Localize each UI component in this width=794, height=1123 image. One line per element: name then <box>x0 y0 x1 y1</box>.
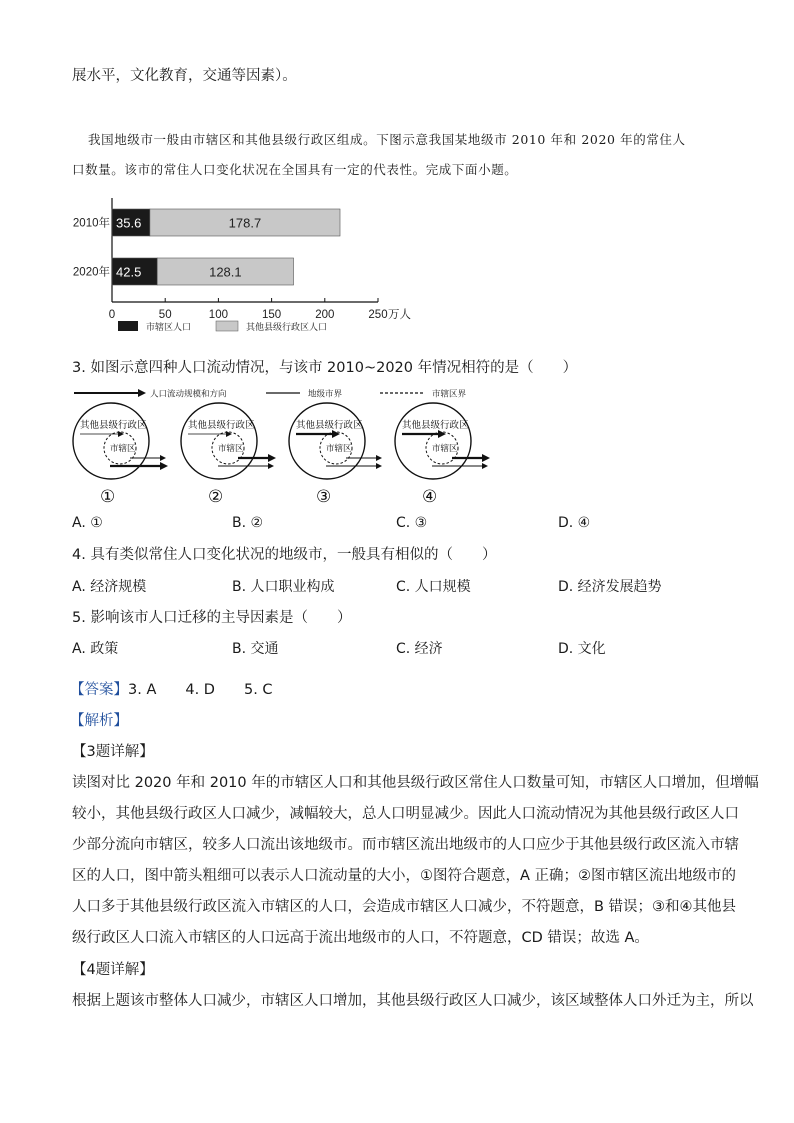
material-line-2: 口数量。该市的常住人口变化状况在全国具有一定的代表性。完成下面小题。 <box>72 162 518 177</box>
q5-option-a[interactable]: A. 政策 <box>72 641 119 657</box>
q4-stem: 4. 具有类似常住人口变化状况的地级市，一般具有相似的（ ） <box>72 547 497 563</box>
diagram-4-outer-label: 其他县级行政区 <box>402 420 469 431</box>
diagram-4-number: ④ <box>422 487 438 507</box>
legend-swatch-1 <box>216 321 238 331</box>
legend-arrow-label: 人口流动规模和方向 <box>150 389 227 400</box>
x-tick-label-0: 0 <box>108 309 116 321</box>
answer-text: 3. A 4. D 5. C <box>128 682 273 698</box>
x-tick-label-1: 50 <box>158 309 172 321</box>
population-bar-chart <box>66 198 426 348</box>
diagram-1-outer-label: 其他县级行政区 <box>80 420 147 431</box>
legend-dashed-label: 市辖区界 <box>432 389 467 400</box>
diagram-2-outer-label: 其他县级行政区 <box>188 420 255 431</box>
data-label-1-0: 42.5 <box>116 264 142 280</box>
analysis-label: 【解析】 <box>70 713 128 729</box>
q4-option-b[interactable]: B. 人口职业构成 <box>232 579 335 595</box>
q3-option-b[interactable]: B. ② <box>232 515 264 531</box>
answer-label: 【答案】 <box>70 682 128 698</box>
q5-option-d[interactable]: D. 文化 <box>558 641 606 657</box>
q4-option-d[interactable]: D. 经济发展趋势 <box>558 579 662 595</box>
data-label-1-1: 128.1 <box>209 264 242 280</box>
q3-detail-line-6: 级行政区人口流入市辖区的人口远高于流出地级市的人口，不符题意，CD 错误；故选 A。 <box>72 930 649 946</box>
x-tick-label-3: 150 <box>262 309 282 321</box>
diagram-4-inner-label: 市辖区 <box>432 444 458 454</box>
diagram-2-inner-label: 市辖区 <box>218 444 244 454</box>
legend-swatch-0 <box>118 321 138 331</box>
diagram-2-number: ② <box>208 487 224 507</box>
q3-option-a[interactable]: A. ① <box>72 515 103 531</box>
diagram-3-inner-label: 市辖区 <box>326 444 352 454</box>
intro-tail-text: 展水平，文化教育，交通等因素）。 <box>72 68 297 84</box>
flow-diagram-1 <box>70 400 180 510</box>
q3-detail-line-5: 人口多于其他县级行政区流入市辖区的人口，会造成市辖区人口减少，不符题意，B 错误；③和④其他县 <box>72 899 737 915</box>
q4-detail-line-1: 根据上题该市整体人口减少，市辖区人口增加，其他县级行政区人口减少，该区域整体人口外迁为主，所以 <box>72 993 754 1009</box>
flow-diagram-3 <box>286 400 396 510</box>
q3-detail-line-1: 读图对比 2020 年和 2010 年的市辖区人口和其他县级行政区常住人口数量可知，市辖区人口增加，但增幅 <box>72 775 759 791</box>
material-line-1: 我国地级市一般由市辖区和其他县级行政区组成。下图示意我国某地级市 2010 年和 2020 年的常住人 <box>88 132 686 147</box>
diagram-1-inner-label: 市辖区 <box>110 444 136 454</box>
q4-option-c[interactable]: C. 人口规模 <box>396 579 471 595</box>
q4-detail-title: 【4题详解】 <box>72 962 154 978</box>
x-tick-label-4: 200 <box>315 309 335 321</box>
x-tick-label-2: 100 <box>208 309 228 321</box>
flow-legend <box>74 386 494 400</box>
q3-option-c[interactable]: C. ③ <box>396 515 428 531</box>
category-label-1: 2020年 <box>72 266 110 279</box>
diagram-3-outer-label: 其他县级行政区 <box>296 420 363 431</box>
q3-option-d[interactable]: D. ④ <box>558 515 591 531</box>
legend-label-1: 其他县级行政区人口 <box>246 322 328 332</box>
q3-detail-line-4: 区的人口，图中箭头粗细可以表示人口流动量的大小，①图符合题意，A 正确；②图市辖区流出地级市的 <box>72 868 737 884</box>
legend-solid-label: 地级市界 <box>308 389 343 400</box>
diagram-1-number: ① <box>100 487 116 507</box>
legend-label-0: 市辖区人口 <box>146 322 192 332</box>
q5-option-b[interactable]: B. 交通 <box>232 641 279 657</box>
flow-diagram-2 <box>178 400 288 510</box>
diagram-3-number: ③ <box>316 487 332 507</box>
q3-detail-line-2: 较小，其他县级行政区人口减少，减幅较大，总人口明显减少。因此人口流动情况为其他县级行政区人口 <box>72 806 739 822</box>
q3-stem: 3. 如图示意四种人口流动情况，与该市 2010~2020 年情况相符的是（ ） <box>72 360 578 376</box>
category-label-0: 2010年 <box>72 217 110 230</box>
data-label-0-0: 35.6 <box>116 215 142 231</box>
answer-line <box>70 680 273 700</box>
q3-detail-line-3: 少部分流向市辖区，较多人口流出该地级市。而市辖区流出地级市的人口应少于其他县级行政区流入市辖 <box>72 837 739 853</box>
flow-diagram-4 <box>392 400 502 510</box>
x-tick-label-5: 250 <box>368 309 388 321</box>
q3-detail-title: 【3题详解】 <box>72 744 154 760</box>
x-axis-unit: 万人 <box>388 309 411 321</box>
q4-option-a[interactable]: A. 经济规模 <box>72 579 147 595</box>
q5-stem: 5. 影响该市人口迁移的主导因素是（ ） <box>72 610 352 626</box>
data-label-0-1: 178.7 <box>228 215 262 231</box>
q5-option-c[interactable]: C. 经济 <box>396 641 443 657</box>
